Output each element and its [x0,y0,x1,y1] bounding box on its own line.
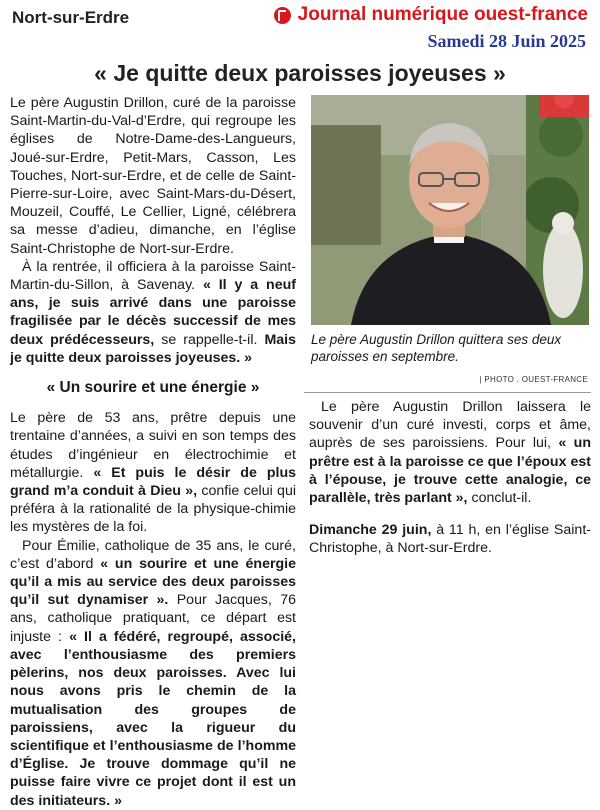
text-span: Le père de 53 ans, prêtre depuis une trentaine d’années, a suivi en son temps des études d’ingénieur en électrochimie et métallurgie. [10,410,296,481]
text-span: confie celui qui préféra à la rationalité de la physique-chimie les mystères de la foi. [10,483,296,536]
masthead [0,0,600,62]
priest-photo [311,95,589,325]
quote-bold: « un prêtre est à la paroisse ce que l’époux est à l’épouse, je trouve cette analogie, ce parallèle, très parlant », [309,435,591,507]
paragraph-event [309,521,591,557]
quote-bold: Mais je quitte deux paroisses joyeuses. » [10,331,296,366]
photo-caption: Le père Augustin Drillon quittera ses deux paroisses en septembre. [311,332,562,364]
paragraph-rentree [10,258,296,367]
photo-credit: | PHOTO . OUEST-FRANCE [479,375,588,384]
ouest-france-logo-icon [274,7,291,24]
journal-title: Journal numérique ouest-france [297,4,588,25]
text-span: Pour Jacques, 76 ans, catholique pratiquant, ce départ est injuste : [10,592,296,645]
text-span: Pour Émilie, catholique de 35 ans, le curé, c’est d’abord [10,537,296,572]
left-column [10,94,296,810]
paragraph-intro: Le père Augustin Drillon, curé de la paroisse Saint-Martin-du-Val-d’Erdre, qui regroupe les églises de Notre-Dame-des-Langueurs, Joué-sur-Erdre, Petit-Mars, Casson, Les Touches, Nort-sur-Erdre, et de celle de Saint-Pierre-sur-Loire, avec Saint-Mars-du-Désert, Mouzeil, Couffé, Le Cellier, Ligné, célébrera sa messe d’adieu, dimanche, en l’église Saint-Christophe de Nort-sur-Erdre. [10,95,296,257]
priest-portrait-image [311,95,589,325]
text-span: Le père Augustin Drillon laissera le souvenir d’un curé investi, corps et âme, auprès de ses paroissiens. Pour lui, [309,399,591,452]
event-date: Dimanche 29 juin, [309,522,432,539]
paragraph-biography [10,409,296,536]
text-span: À la rentrée, il officiera à la paroisse Saint-Martin-du-Sillon, à Savenay. [10,258,296,294]
paragraph-legacy [309,398,591,507]
event-details: à 11 h, en l’église Saint-Christophe, à Nort-sur-Erdre. [309,522,591,557]
quote-bold: « Et puis le désir de plus grand m’a conduit à Dieu », [10,464,296,500]
journal-brand [274,4,588,26]
divider [304,392,591,393]
location-label: Nort-sur-Erdre [12,8,130,27]
subheading: « Un sourire et une énergie » [46,379,260,397]
right-column [309,398,591,558]
quote-bold: « Il a fédéré, regroupé, associé, avec l’enthousiasme des premiers pèlerins, nos deux paroisses. Avec lui nous avons pris le chemin de la mutualisation des groupes de paroissiens, avec la rigueur du scientifique et l’enthousiasme de l’homme d’Église. Je trouve dommage qu’il ne puisse faire vivre ce projet dont il est un des initiateurs. » [10,628,296,809]
text-span: conclut-il. [471,490,532,507]
quote-bold: « Il y a neuf ans, je suis arrivé dans une paroisse fragilisée par le décès successif de mes deux prédécesseurs, [10,277,296,348]
article-headline: « Je quitte deux paroisses joyeuses » [94,60,506,86]
publication-date: Samedi 28 Juin 2025 [427,31,586,51]
text-span: se rappelle-t-il. [161,331,258,348]
quote-bold: « un sourire et une énergie qu’il a mis au service des deux paroisses qu’il sut dynamiser ». [10,555,296,609]
paragraph-testimonies [10,537,296,810]
